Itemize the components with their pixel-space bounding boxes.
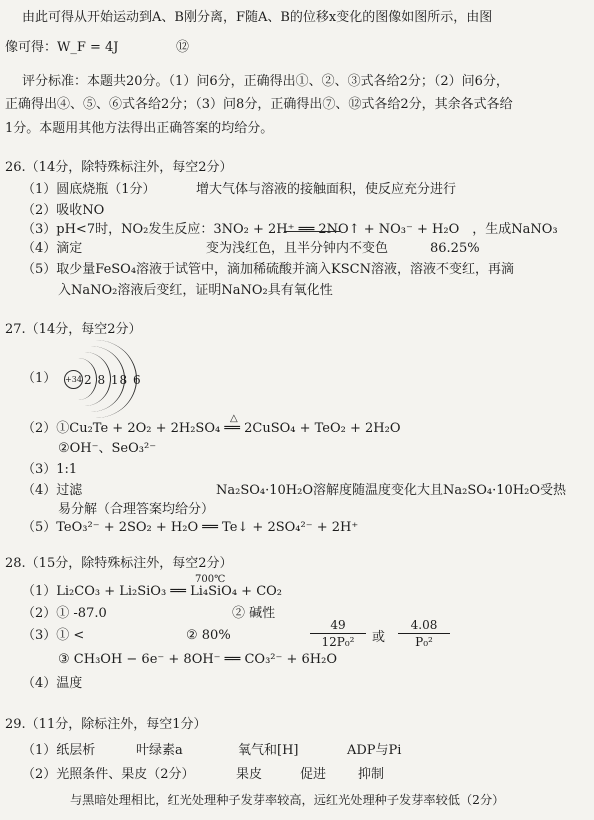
q27-answer-2-line-2: ②OH⁻、SeO₃²⁻ (58, 441, 157, 456)
q26-answer-1-text: 增大气体与溶液的接触面积，使反应充分进行 (196, 182, 457, 197)
q26-answer-5-line-2: 入NaNO₂溶液后变红，证明NaNO₂具有氧化性 (58, 283, 333, 298)
grading-line-2: 正确得出④、⑤、⑥式各给2分；（3）问8分，正确得出⑦、⑫式各给2分，其余各式各给 (5, 97, 513, 112)
fraction-2-denominator: P₀² (415, 635, 433, 649)
q27-answer-3: （3）1:1 (22, 462, 78, 477)
fraction-2-numerator: 4.08 (398, 618, 450, 634)
q26-answer-5-line-1: （5）取少量FeSO₄溶液于试管中，滴加稀硫酸并滴入KSCN溶液，溶液不变红，再滴 (22, 262, 514, 277)
q29-header: 29.（11分，除标注外，每空1分） (5, 717, 207, 732)
fraction-1 (310, 618, 366, 649)
q27-header: 27.（14分，每空2分） (5, 322, 142, 337)
electron-shell-counts: 2 8 18 6 (84, 373, 142, 387)
fraction-1-denominator: 12P₀² (321, 635, 355, 649)
nucleus-circle: +34 (64, 370, 83, 389)
q29-answer-1-item-4: ADP与Pi (347, 743, 402, 758)
or-text: 或 (372, 630, 386, 645)
intro-line-2: 像可得：W_F = 4J (5, 40, 119, 55)
q28-answer-3-percent: ② 80% (186, 628, 231, 643)
strike-mark (284, 231, 340, 232)
q29-answer-1-item-3: 氧气和[H] (238, 743, 299, 758)
q29-answer-2-item-2: 果皮 (236, 767, 263, 782)
q28-header: 28.（15分，除特殊标注外，每空2分） (5, 556, 233, 571)
heating-condition: △ (230, 413, 238, 424)
q27-answer-4-line-2: 易分解（合理答案均给分） (58, 502, 215, 517)
q28-answer-3-line-2: ③ CH₃OH − 6e⁻ + 8OH⁻ ══ CO₃²⁻ + 6H₂O (58, 652, 337, 667)
q28-answer-4: （4）温度 (22, 676, 83, 691)
q26-header: 26.（14分，除特殊标注外，每空2分） (5, 160, 233, 175)
equation-label: ⑫ (176, 40, 190, 55)
q28-answer-2-text: ② 碱性 (232, 606, 276, 621)
q27-answer-1-label: （1） (22, 371, 57, 386)
intro-line-1: 由此可得从开始运动到A、B刚分离，F随A、B的位移x变化的图像如图所示，由图 (22, 10, 493, 25)
q26-answer-1-label: （1）圆底烧瓶（1分） (22, 182, 156, 197)
reaction-condition: 700℃ (195, 574, 226, 585)
q27-answer-4-label: （4）过滤 (22, 483, 83, 498)
q26-answer-2: （2）吸收NO (22, 203, 105, 218)
q26-answer-4-text: 变为浅红色，且半分钟内不变色 (206, 241, 389, 256)
q26-answer-3: （3）pH<7时，NO₂发生反应：3NO₂ + 2H⁺ ══ 2NO↑ + NO₃⁻ + H₂O ，生成NaNO₃ (22, 222, 558, 237)
q27-answer-5: （5）TeO₃²⁻ + 2SO₂ + H₂O ══ Te↓ + 2SO₄²⁻ + 2H⁺ (22, 520, 359, 535)
q29-answer-2-line-2: 与黑暗处理相比，红光处理种子发芽率较高，远红光处理种子发芽率较低（2分） (70, 793, 505, 807)
grading-line-1: 评分标准：本题共20分。（1）问6分，正确得出①、②、③式各给2分；（2）问6分， (22, 74, 509, 89)
q28-answer-1: （1）Li₂CO₃ + Li₂SiO₃ ══ Li₄SiO₄ + CO₂ (22, 584, 283, 599)
fraction-1-numerator: 49 (310, 618, 366, 634)
fraction-2 (398, 618, 450, 649)
q29-answer-2-item-4: 抑制 (358, 767, 385, 782)
grading-line-3: 1分。本题用其他方法得出正确答案的均给分。 (5, 121, 274, 136)
q28-answer-3-label: （3）① < (22, 628, 85, 643)
q29-answer-1-item-2: 叶绿素a (136, 743, 183, 758)
q26-answer-4-label: （4）滴定 (22, 241, 83, 256)
q29-answer-2-item-1: （2）光照条件、果皮（2分） (22, 767, 195, 782)
q29-answer-2-item-3: 促进 (300, 767, 327, 782)
q27-answer-4-text: Na₂SO₄·10H₂O溶解度随温度变化大且Na₂SO₄·10H₂O受热 (216, 483, 566, 498)
q26-answer-4-value: 86.25% (430, 241, 480, 256)
q27-answer-2-line-1: （2）①Cu₂Te + 2O₂ + 2H₂SO₄ ══ 2CuSO₄ + TeO₂ + 2H₂O (22, 421, 401, 436)
q28-answer-2-label: （2）① -87.0 (22, 606, 107, 621)
q29-answer-1-item-1: （1）纸层析 (22, 743, 96, 758)
